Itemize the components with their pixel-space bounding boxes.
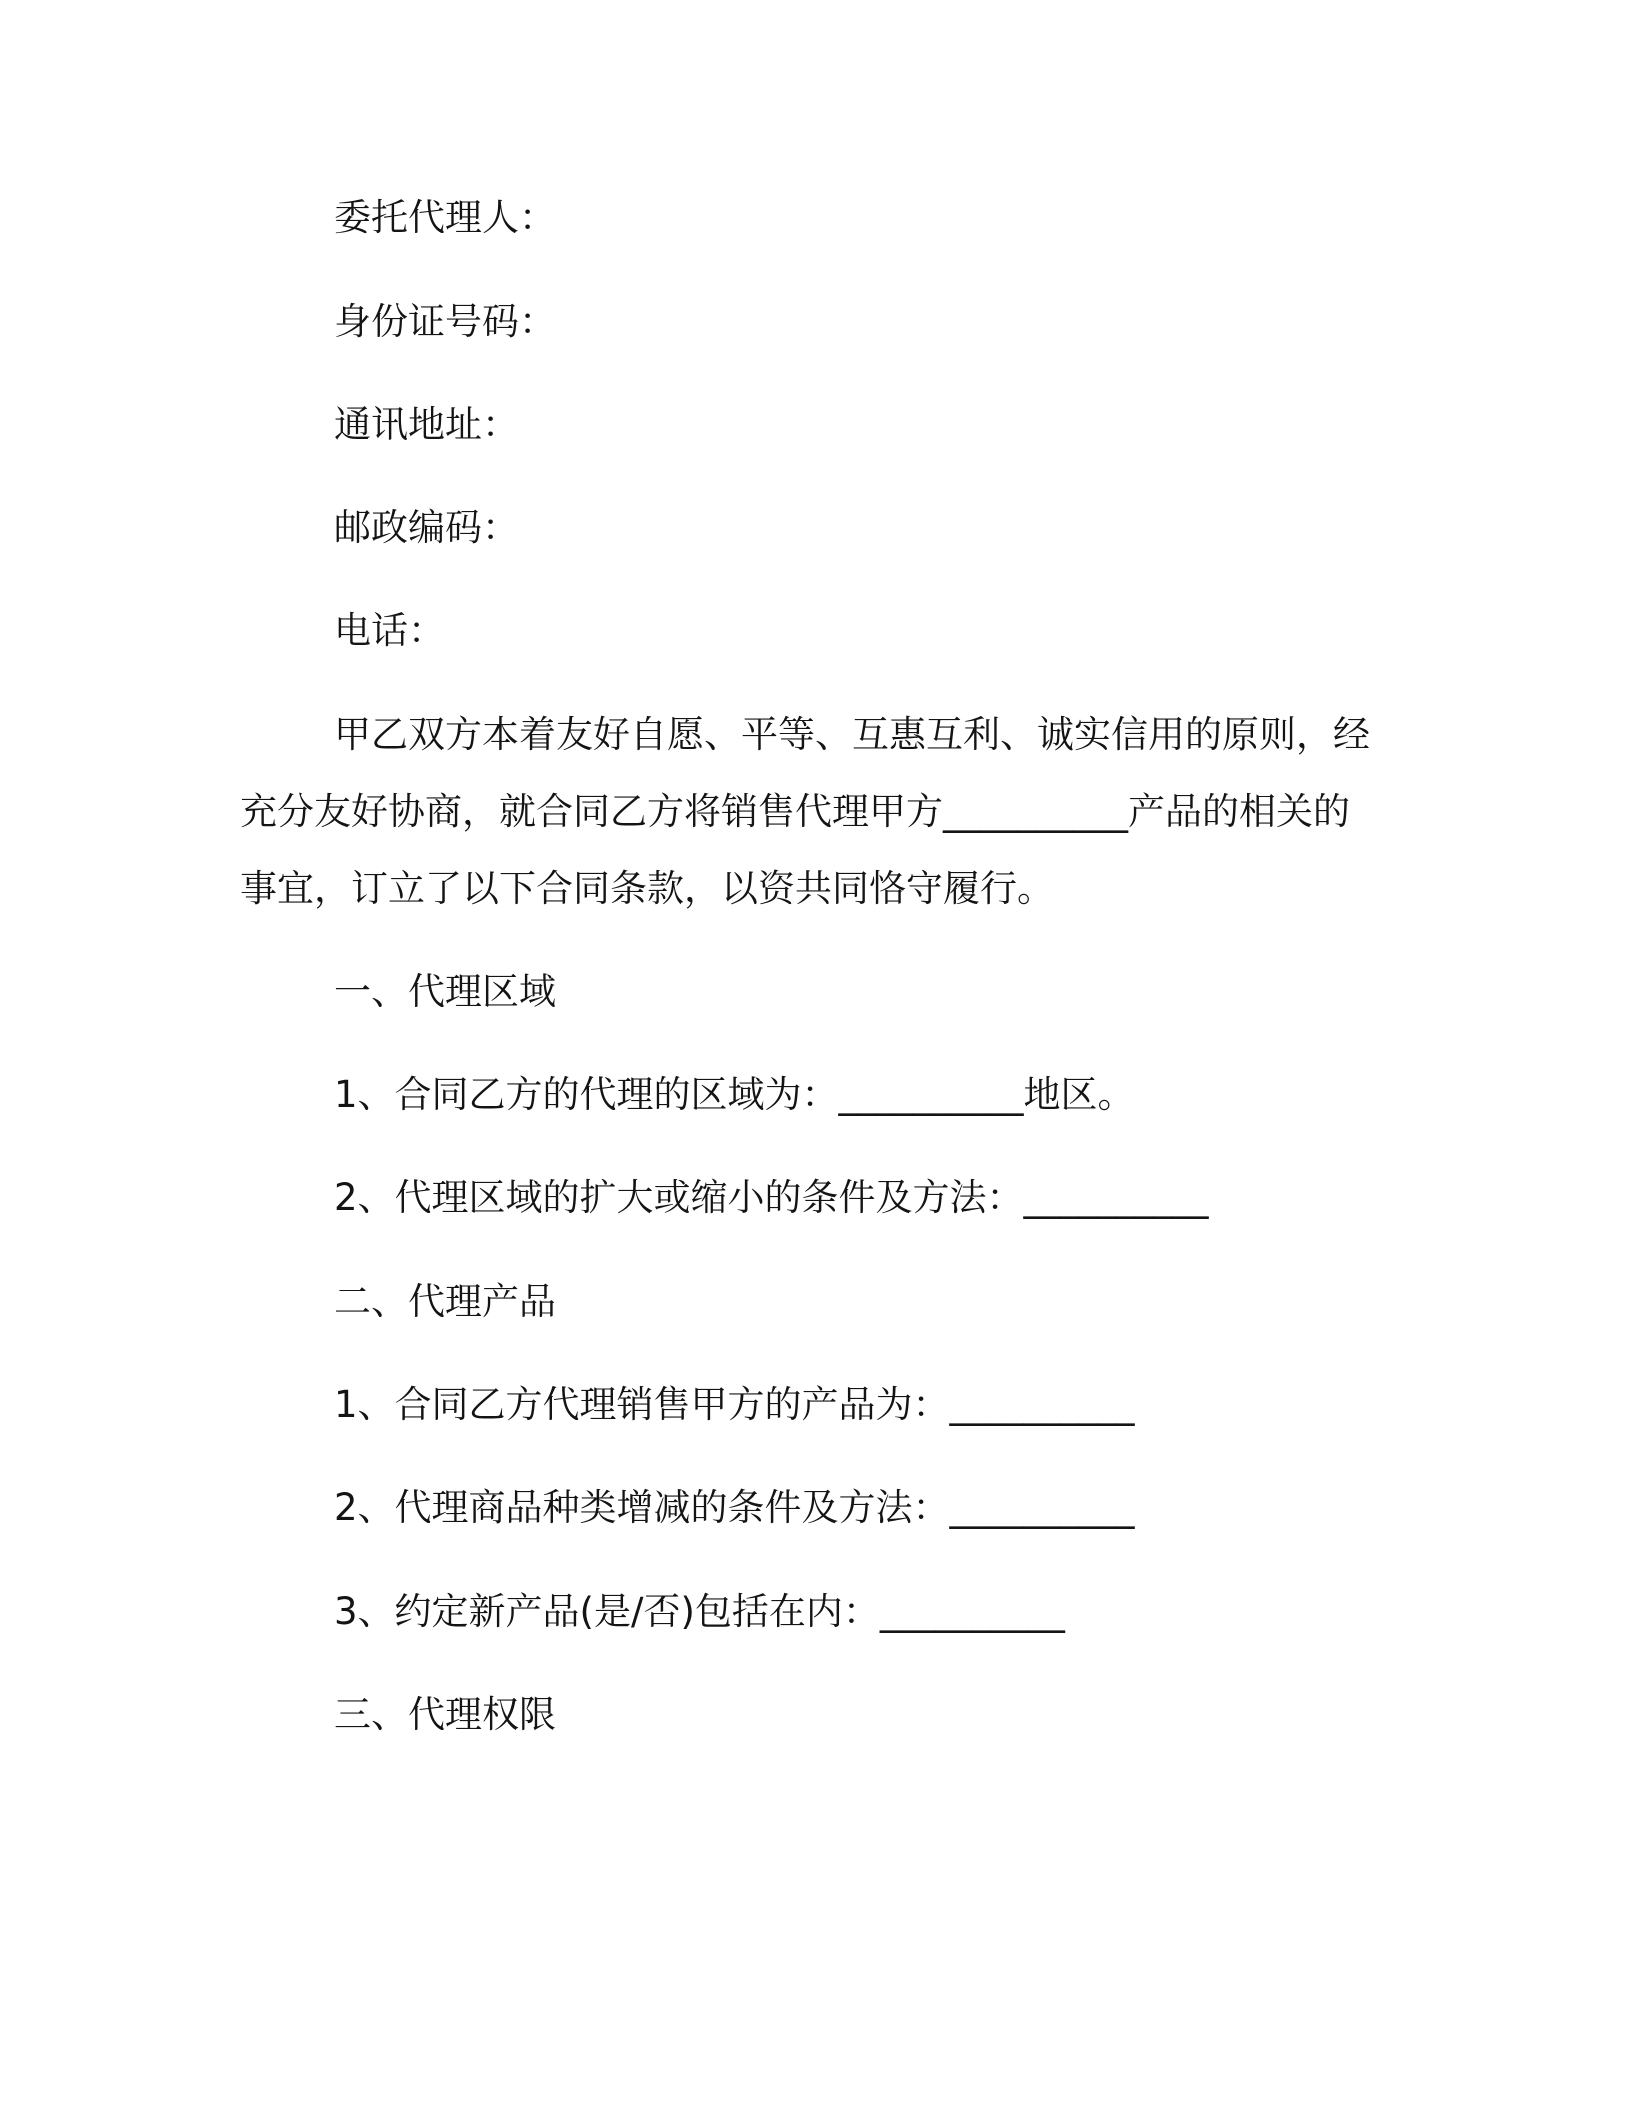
- intro-paragraph-line-1: 甲乙双方本着友好自愿、平等、互惠互利、诚实信用的原则，经: [334, 713, 1370, 756]
- intro-paragraph-line-3: 事宜，订立了以下合同条款，以资共同恪守履行。: [240, 867, 1054, 910]
- field-phone-label: 电话：: [334, 609, 445, 652]
- intro-paragraph-line-2: 充分友好协商，就合同乙方将销售代理甲方__________产品的相关的: [240, 790, 1350, 833]
- clause-item: 2、代理区域的扩大或缩小的条件及方法：__________: [334, 1176, 1209, 1219]
- clause-item: 1、合同乙方的代理的区域为：__________地区。: [334, 1073, 1135, 1116]
- field-id-number-label: 身份证号码：: [334, 300, 556, 343]
- clause-item: 2、代理商品种类增减的条件及方法：__________: [334, 1486, 1135, 1529]
- field-agent-label: 委托代理人：: [334, 196, 556, 239]
- section-heading-products: 二、代理产品: [334, 1280, 556, 1323]
- clause-item: 3、约定新产品(是/否)包括在内：__________: [334, 1590, 1065, 1633]
- clause-item: 1、合同乙方代理销售甲方的产品为：__________: [334, 1383, 1135, 1426]
- field-address-label: 通讯地址：: [334, 403, 519, 446]
- section-heading-territory: 一、代理区域: [334, 970, 556, 1013]
- section-heading-authority: 三、代理权限: [334, 1693, 556, 1736]
- field-postcode-label: 邮政编码：: [334, 506, 519, 549]
